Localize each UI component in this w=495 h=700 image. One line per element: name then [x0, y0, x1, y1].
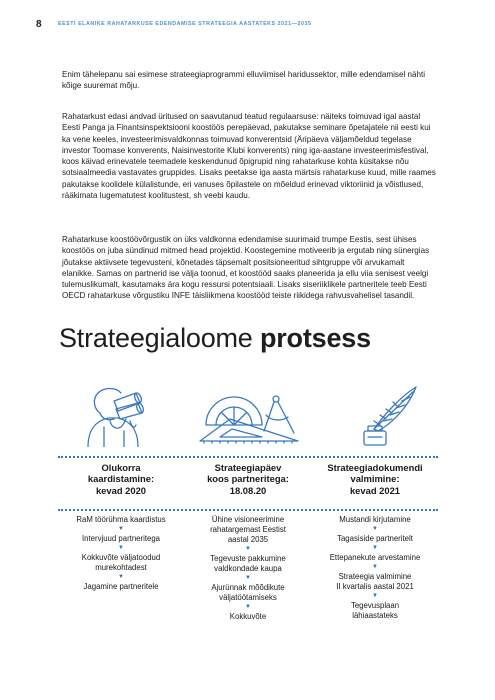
section-title — [59, 323, 371, 354]
step-line: Intervjuud partneritega — [81, 534, 161, 543]
stage-steps — [58, 515, 184, 592]
step-line: II kvartalis aastal 2021 — [336, 582, 414, 591]
page-header — [36, 17, 459, 31]
arrow-down-icon: ▼ — [372, 526, 378, 532]
arrow-down-icon: ▼ — [245, 604, 251, 610]
arrow-down-icon: ▼ — [118, 545, 124, 551]
step-item — [312, 553, 438, 563]
step-item — [58, 534, 184, 544]
stage-heading-line: Olukorra — [101, 462, 141, 473]
step-line: rahatargemast Eestist — [210, 525, 286, 534]
step-line: valdkondade kaupa — [214, 564, 282, 573]
arrow-down-icon: ▼ — [372, 545, 378, 551]
step-item — [185, 554, 311, 574]
divider-dotted — [58, 456, 438, 458]
step-item — [185, 612, 311, 622]
step-line: Jagamine partneritele — [83, 582, 159, 591]
body-paragraph: Rahatarkuse koostöövõrgustik on üks valdkonna edendamise suurimaid trumpe Eestis, sest ühises koostöös on juba sündinud mitmed head projektid. Koostegemine motiveerib ja ergutab ning sünergias jõutakse aktiivsete tegevusteni, kõnetades täpsemalt positsioneeritud sihtgruppe või arvukamalt elanikke. Samas on partnerid ise välja toonud, et koostööd saaks planeerida ja ellu viia senisest veelgi tulemuslikumalt, kasutamaks ära kogu ressursi potentsiaali. Lisaks siseriiklikele partneritele teeb Eesti OECD rahatarkuse võrgustiku INFE täisliikmena koostööd teiste riikidega rahvusvahelisel tasandil. — [62, 235, 430, 301]
step-line: Ajurünnak mõõdikute — [211, 583, 285, 592]
step-item — [58, 515, 184, 525]
stage-heading-line: koos partneritega: — [207, 473, 289, 485]
step-item — [185, 583, 311, 603]
stage-heading — [312, 462, 438, 496]
step-line: lähiaastateks — [352, 611, 398, 620]
stage-heading-line: Strateegiapäev — [214, 462, 282, 473]
stage-steps — [312, 515, 438, 621]
stage-heading-line: kaardistamine: — [87, 473, 155, 485]
stage-heading-line: kevad 2021 — [349, 484, 401, 496]
arrow-down-icon: ▼ — [245, 546, 251, 552]
step-line: väljatöötamiseks — [219, 593, 277, 602]
step-item — [58, 553, 184, 573]
binoculars-icon — [74, 385, 164, 447]
stage-steps — [185, 515, 311, 622]
stage-heading — [58, 462, 184, 496]
step-line: Tegevuste pakkumine — [210, 554, 286, 563]
stage-heading-line: Strateegiadokumendi — [327, 462, 423, 473]
step-line: Kokkuvõte väljatoodud — [81, 553, 161, 562]
arrow-down-icon: ▼ — [118, 574, 124, 580]
arrow-down-icon: ▼ — [372, 593, 378, 599]
stage-heading — [185, 462, 311, 496]
body-paragraph: Enim tähelepanu sai esimese strateegiaprogrammi elluviimisel haridussektor, mille edendamisel nähti kõige suuremat mõju. — [62, 70, 426, 91]
section-title-light: Strateegialoome — [59, 323, 253, 353]
step-item — [312, 572, 438, 592]
stage-heading-line: valmimine: — [350, 473, 400, 485]
quill-inkwell-icon — [344, 385, 422, 447]
running-title: EESTI ELANIKE RAHATARKUSE EDENDAMISE STRATEEGIA AASTATEKS 2021—2035 — [58, 21, 312, 27]
step-item — [185, 515, 311, 545]
step-line: Strateegia valmimine — [338, 572, 412, 581]
step-item — [312, 601, 438, 621]
step-line: RaM töörühma kaardistus — [76, 515, 166, 524]
page-number: 8 — [36, 18, 42, 30]
step-line: murekohtadest — [95, 563, 147, 572]
step-item — [58, 582, 184, 592]
drafting-tools-icon — [196, 385, 302, 447]
step-line: Ettepanekute arvestamine — [329, 553, 421, 562]
step-line: Ühine visioneerimine — [211, 515, 285, 524]
step-line: Tagasiside partneritelt — [337, 534, 413, 543]
stage-heading-line: kevad 2020 — [95, 484, 147, 496]
section-title-bold: protsess — [259, 323, 371, 353]
step-line: Kokkuvõte — [229, 612, 267, 621]
arrow-down-icon: ▼ — [372, 564, 378, 570]
arrow-down-icon: ▼ — [118, 526, 124, 532]
divider-dotted — [58, 509, 438, 511]
arrow-down-icon: ▼ — [245, 575, 251, 581]
step-item — [312, 515, 438, 525]
stage-heading-line: 18.08.20 — [229, 484, 267, 496]
step-line: aastal 2035 — [227, 535, 269, 544]
step-item — [312, 534, 438, 544]
step-line: Tegevusplaan — [350, 601, 400, 610]
step-line: Mustandi kirjutamine — [339, 515, 411, 524]
body-paragraph: Rahatarkust edasi andvad üritused on saavutanud teatud regulaarsuse: näiteks toimuvad igal aastal Eesti Panga ja Finantsinspektsiooni koostöös perepäevad, pakutakse seminare õpetajatele nii eesti kui ka vene keeles, investeerimisvaldkonnas toimuvad konverentsid (Äripäeva väljamõeldud tegelase investor Toomase konverents, Naisinvestorite Klubi konverents) ning iga-aastane investeerimisfestival, koos käivad erinevatele teemadele keskendunud õpigrupid ning rahatarkuse kohta küsitakse nõu sotsiaalmeedia vastavates gruppides. Lisaks peetakse iga aasta märtsis rahatarkuse kuud, mille raames pakutakse koolidele külalistunde, eri vanuses õpilastele on mõeldud erinevad viktoriinid ja võistlused, rääkimata lugematutest koolitustest, sh veebi kaudu. — [62, 112, 436, 201]
